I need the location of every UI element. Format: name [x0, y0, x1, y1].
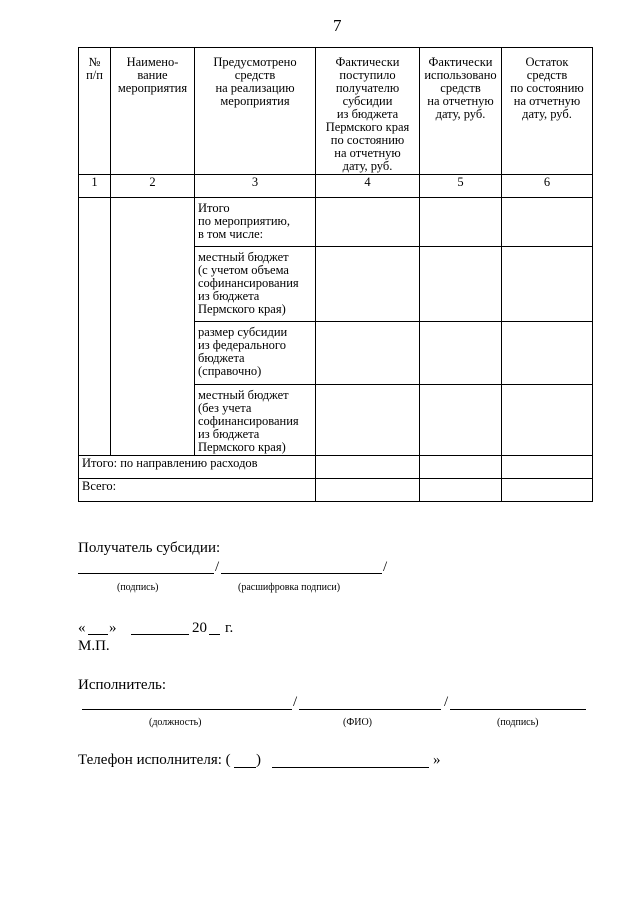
phone-end-quote: »: [433, 752, 441, 768]
input-cell[interactable]: [502, 456, 593, 479]
input-cell[interactable]: [316, 479, 420, 502]
page-number: 7: [333, 16, 342, 35]
header-cell: Предусмотрено средств на реализацию мероприятия: [195, 48, 316, 175]
input-cell[interactable]: [316, 456, 420, 479]
grand-total-row: [79, 479, 593, 502]
input-cell[interactable]: [420, 322, 502, 385]
phone-code-line[interactable]: [234, 767, 256, 768]
header-cell: Фактически поступило получателю субсидии из бюджета Пермского края по состоянию на отчетную дату, руб.: [316, 48, 420, 175]
separator-slash: /: [293, 694, 298, 710]
executor-label: Исполнитель:: [78, 677, 167, 693]
stamp-place: М.П.: [78, 638, 110, 654]
column-number: 6: [502, 175, 593, 198]
phone-number-line[interactable]: [272, 767, 429, 768]
input-cell[interactable]: [502, 322, 593, 385]
recipient-decoding-line[interactable]: [221, 573, 382, 574]
total-direction-label: Итого: по направлению расходов: [79, 456, 316, 479]
report-table: [78, 47, 593, 502]
header-cell: № п/п: [79, 48, 111, 175]
total-direction-row: [79, 456, 593, 479]
separator-slash: /: [444, 694, 449, 710]
empty-cell[interactable]: [111, 198, 195, 456]
header-cell: Фактически использовано средств на отчетную дату, руб.: [420, 48, 502, 175]
input-cell[interactable]: [502, 385, 593, 456]
column-numbers-row: [79, 175, 593, 198]
executor-name-line[interactable]: [299, 709, 441, 710]
column-number: 3: [195, 175, 316, 198]
column-number: 5: [420, 175, 502, 198]
date-year-suffix: г.: [225, 620, 234, 636]
input-cell[interactable]: [502, 247, 593, 322]
input-cell[interactable]: [420, 385, 502, 456]
empty-cell[interactable]: [79, 198, 111, 456]
position-caption: (должность): [149, 717, 202, 728]
date-day-line[interactable]: [88, 634, 108, 635]
recipient-label: Получатель субсидии:: [78, 540, 221, 556]
table-header-row: [79, 48, 593, 175]
input-cell[interactable]: [316, 247, 420, 322]
input-cell[interactable]: [502, 479, 593, 502]
name-caption: (ФИО): [343, 717, 373, 728]
column-number: 1: [79, 175, 111, 198]
row-label: Итого по мероприятию, в том числе:: [195, 198, 316, 247]
header-cell: Наимено- вание мероприятия: [111, 48, 195, 175]
date-year-prefix: 20: [192, 620, 207, 636]
input-cell[interactable]: [316, 198, 420, 247]
date-month-line[interactable]: [131, 634, 189, 635]
table-row: [79, 198, 593, 247]
column-number: 4: [316, 175, 420, 198]
separator-slash: /: [383, 559, 388, 575]
date-close-quote: »: [109, 620, 117, 636]
recipient-signature-line[interactable]: [78, 573, 214, 574]
executor-signature-line[interactable]: [450, 709, 586, 710]
input-cell[interactable]: [420, 479, 502, 502]
date-open-quote: «: [78, 620, 86, 636]
separator-slash: /: [215, 559, 220, 575]
executor-position-line[interactable]: [82, 709, 292, 710]
signature-caption: (подпись): [497, 717, 539, 728]
row-label: местный бюджет (с учетом объема софинансирования из бюджета Пермского края): [195, 247, 316, 322]
input-cell[interactable]: [420, 198, 502, 247]
row-label: местный бюджет (без учета софинансирования из бюджета Пермского края): [195, 385, 316, 456]
column-number: 2: [111, 175, 195, 198]
signature-caption: (подпись): [117, 582, 159, 593]
decoding-caption: (расшифровка подписи): [238, 582, 341, 593]
date-year-line[interactable]: [209, 634, 220, 635]
input-cell[interactable]: [502, 198, 593, 247]
phone-label: Телефон исполнителя: (: [78, 752, 231, 768]
header-cell: Остаток средств по состоянию на отчетную дату, руб.: [502, 48, 593, 175]
input-cell[interactable]: [316, 385, 420, 456]
input-cell[interactable]: [316, 322, 420, 385]
row-label: размер субсидии из федерального бюджета (справочно): [195, 322, 316, 385]
phone-close-paren: ): [256, 752, 261, 768]
grand-total-label: Всего:: [79, 479, 316, 502]
input-cell[interactable]: [420, 456, 502, 479]
input-cell[interactable]: [420, 247, 502, 322]
